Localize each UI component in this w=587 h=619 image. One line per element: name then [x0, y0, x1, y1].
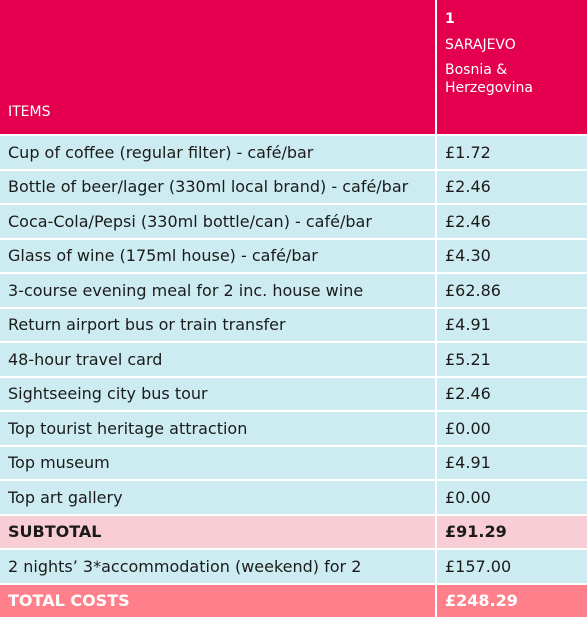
table-row [0, 378, 587, 411]
item-cost: £4.91 [437, 447, 587, 480]
table-header-row [0, 0, 587, 134]
table-row [0, 171, 587, 204]
item-cost: £2.46 [437, 171, 587, 204]
item-cost: £62.86 [437, 274, 587, 307]
total-value: £248.29 [437, 585, 587, 618]
item-label: Cup of coffee (regular filter) - café/bar [0, 136, 435, 169]
item-label: Bottle of beer/lager (330ml local brand) - café/bar [0, 171, 435, 204]
item-label: 3-course evening meal for 2 inc. house wine [0, 274, 435, 307]
subtotal-label: SUBTOTAL [0, 516, 435, 549]
items-column-header: ITEMS [0, 0, 435, 134]
item-label: Sightseeing city bus tour [0, 378, 435, 411]
city-column-header [437, 0, 587, 134]
city-name: SARAJEVO [445, 36, 516, 53]
table-row [0, 343, 587, 376]
total-row [0, 585, 587, 618]
subtotal-row [0, 516, 587, 549]
accommodation-label: 2 nights’ 3*accommodation (weekend) for 2 [0, 550, 435, 583]
item-cost: £1.72 [437, 136, 587, 169]
table-row [0, 481, 587, 514]
item-cost: £2.46 [437, 378, 587, 411]
item-label: Coca-Cola/Pepsi (330ml bottle/can) - café/bar [0, 205, 435, 238]
table-row [0, 240, 587, 273]
item-cost: £0.00 [437, 481, 587, 514]
item-label: Top tourist heritage attraction [0, 412, 435, 445]
city-country: Bosnia & Herzegovina [445, 62, 533, 97]
table-row [0, 412, 587, 445]
total-label: TOTAL COSTS [0, 585, 435, 618]
table-row [0, 274, 587, 307]
item-label: Top museum [0, 447, 435, 480]
subtotal-value: £91.29 [437, 516, 587, 549]
table-row [0, 205, 587, 238]
table-row [0, 136, 587, 169]
item-label: 48-hour travel card [0, 343, 435, 376]
table-row [0, 447, 587, 480]
item-cost: £2.46 [437, 205, 587, 238]
item-cost: £4.91 [437, 309, 587, 342]
item-label: Top art gallery [0, 481, 435, 514]
item-cost: £4.30 [437, 240, 587, 273]
city-rank: 1 [445, 11, 455, 27]
item-label: Return airport bus or train transfer [0, 309, 435, 342]
item-cost: £5.21 [437, 343, 587, 376]
item-label: Glass of wine (175ml house) - café/bar [0, 240, 435, 273]
accommodation-row [0, 550, 587, 583]
accommodation-value: £157.00 [437, 550, 587, 583]
item-cost: £0.00 [437, 412, 587, 445]
table-row [0, 309, 587, 342]
